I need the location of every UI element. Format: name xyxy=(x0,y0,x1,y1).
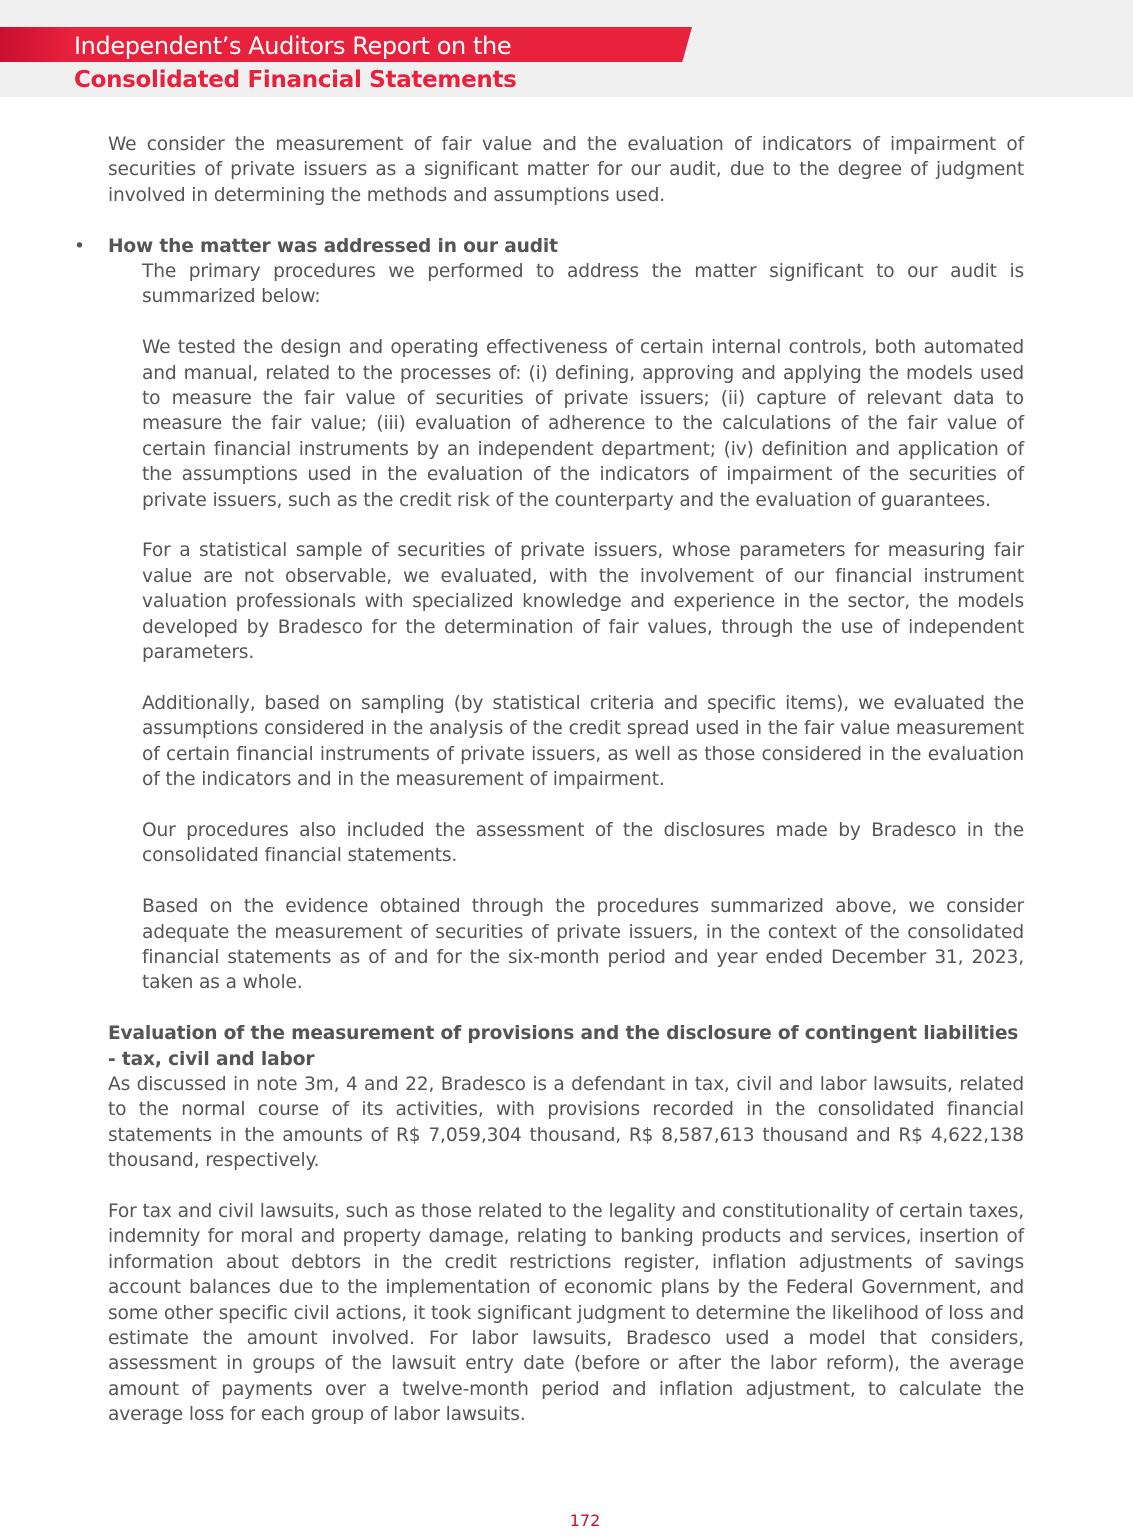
procedure-paragraph: For a statistical sample of securities of private issuers, whose parameters for measuring fair value are not observable, we evaluated, with the involvement of our financial instrument valuation professionals with specialized knowledge and experience in the sector, the models developed by Bradesco for the determination of fair values, through the use of independent parameters. xyxy=(142,540,1024,664)
procedure-paragraph: We tested the design and operating effectiveness of certain internal controls, both automated and manual, related to the processes of: (i) defining, approving and applying the models used to measure the fair value of securities of private issuers; (ii) capture of relevant data to measure the fair value; (iii) evaluation of adherence to the calculations of the fair value of certain financial instruments by an independent department; (iv) definition and application of the assumptions used in the evaluation of the indicators of impairment of the securities of private issuers, such as the credit risk of the counterparty and the evaluation of guarantees. xyxy=(142,337,1024,511)
header-red-gradient xyxy=(0,27,70,62)
bullet-title: How the matter was addressed in our audit xyxy=(108,235,558,257)
procedure-paragraph: Additionally, based on sampling (by statistical criteria and specific items), we evaluated the assumptions considered in the analysis of the credit spread used in the fair value measurement of certain financial instruments of private issuers, as well as those considered in the evaluation of the indicators and in the measurement of impairment. xyxy=(142,692,1024,791)
section-paragraph: As discussed in note 3m, 4 and 22, Bradesco is a defendant in tax, civil and labor lawsuits, related to the normal course of its activities, with provisions recorded in the consolidated financial statements in the amounts of R$ 7,059,304 thousand, R$ 8,587,613 thousand and R$ 4,622,138 thousand, respectively. xyxy=(108,1073,1024,1172)
intro-paragraph: We consider the measurement of fair value and the evaluation of indicators of impairment of securities of private issuers as a significant matter for our audit, due to the degree of judgment involved in determining the methods and assumptions used. xyxy=(108,134,1024,206)
bullet-icon: • xyxy=(74,235,85,257)
header-title-line2: Consolidated Financial Statements xyxy=(74,67,517,93)
procedure-paragraph: Based on the evidence obtained through the procedures summarized above, we consider adequate the measurement of securities of private issuers, in the context of the consolidated financial statements as of and for the six-month period and year ended December 31, 2023, taken as a whole. xyxy=(142,896,1024,994)
document-body xyxy=(74,132,1024,1428)
bullet-heading xyxy=(74,234,1024,259)
section-heading: Evaluation of the measurement of provisions and the disclosure of contingent liabilities - tax, civil and labor xyxy=(108,1023,1019,1070)
section-paragraph: For tax and civil lawsuits, such as those related to the legality and constitutionality of certain taxes, indemnity for moral and property damage, relating to banking products and services, insertion of information about debtors in the credit restrictions register, inflation adjustments of savings account balances due to the implementation of economic plans by the Federal Government, and some other specific civil actions, it took significant judgment to determine the likelihood of loss and estimate the amount involved. For labor lawsuits, Bradesco used a model that considers, assessment in groups of the lawsuit entry date (before or after the labor reform), the average amount of payments over a twelve-month period and inflation adjustment, to calculate the average loss for each group of labor lawsuits. xyxy=(108,1200,1024,1426)
procedure-paragraph: Our procedures also included the assessment of the disclosures made by Bradesco in the consolidated financial statements. xyxy=(142,819,1024,867)
header-title-line1: Independent’s Auditors Report on the xyxy=(74,32,512,60)
procedures-intro: The primary procedures we performed to address the matter significant to our audit is summarized below: xyxy=(142,261,1024,308)
page-number: 172 xyxy=(569,1511,601,1530)
